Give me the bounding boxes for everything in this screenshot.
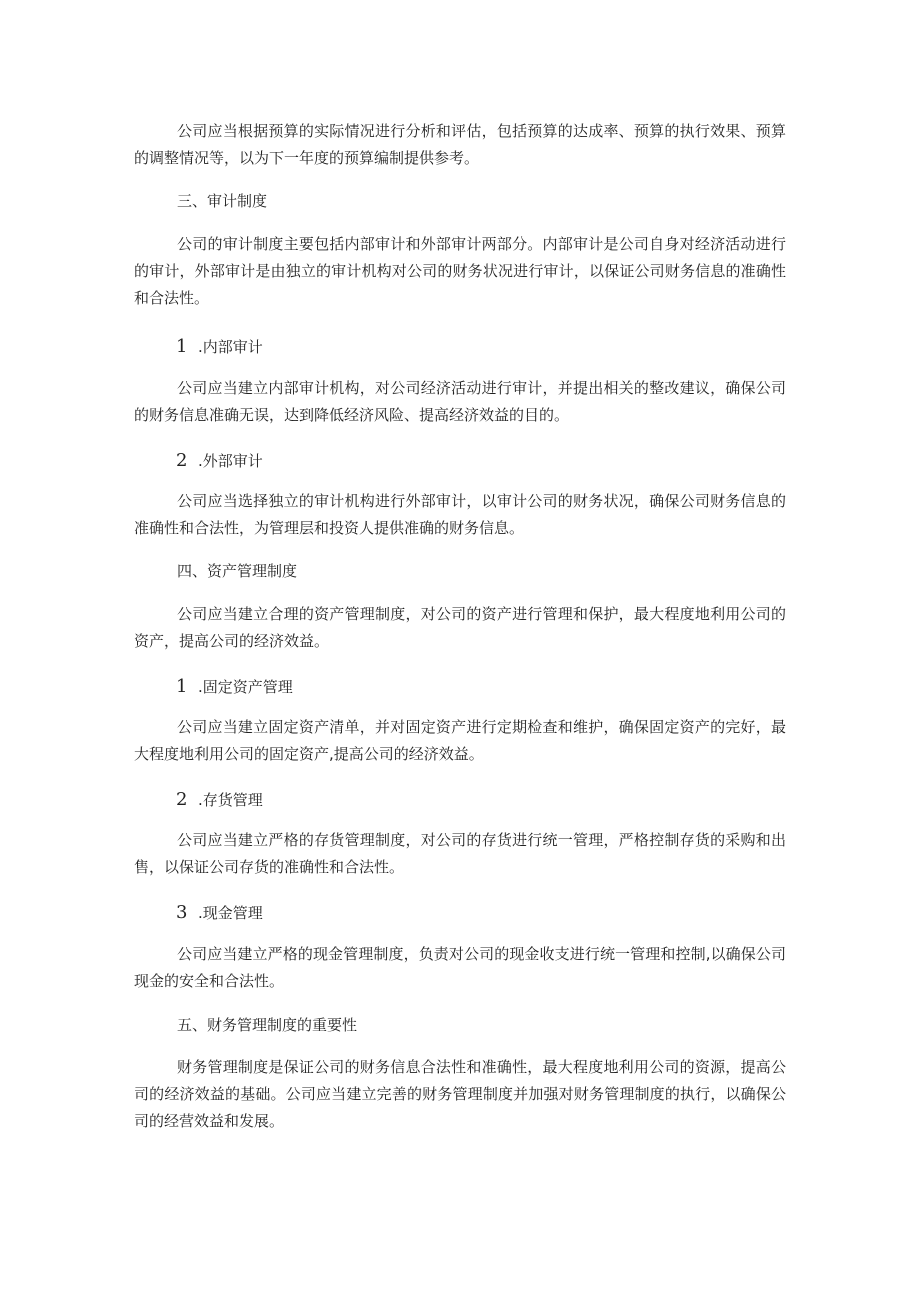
paragraph-internal-audit: 公司应当建立内部审计机构，对公司经济活动进行审计，并提出相关的整改建议，确保公司的财务信息准确无误，达到降低经济风险、提高经济效益的目的。 [134,379,786,424]
paragraph-inventory: 公司应当建立严格的存货管理制度，对公司的存货进行统一管理，严格控制存货的采购和出售，以保证公司存货的准确性和合法性。 [134,831,786,876]
subheading-fixed-assets [176,673,828,701]
subheading-title: .现金管理 [198,904,263,922]
subheading-title: .固定资产管理 [198,678,293,696]
subheading-inventory [176,786,828,814]
heading-asset-management: 四、资产管理制度 [177,562,298,580]
subheading-cash [176,899,828,927]
paragraph-audit-overview: 公司的审计制度主要包括内部审计和外部审计两部分。内部审计是公司自身对经济活动进行的审计，外部审计是由独立的审计机构对公司的财务状况进行审计，以保证公司财务信息的准确性和合法性。 [134,235,786,307]
subheading-title: .内部审计 [198,338,263,356]
paragraph-fixed-assets: 公司应当建立固定资产清单，并对固定资产进行定期检查和维护，确保固定资产的完好，最大程度地利用公司的固定资产,提高公司的经济效益。 [134,718,786,763]
heading-importance: 五、财务管理制度的重要性 [177,1016,358,1034]
paragraph-importance: 财务管理制度是保证公司的财务信息合法性和准确性，最大程度地利用公司的资源，提高公司的经济效益的基础。公司应当建立完善的财务管理制度并加强对财务管理制度的执行，以确保公司的经营效益和发展。 [134,1058,786,1130]
subheading-title: .外部审计 [198,452,263,470]
paragraph-budget-analysis: 公司应当根据预算的实际情况进行分析和评估，包括预算的达成率、预算的执行效果、预算的调整情况等，以为下一年度的预算编制提供参考。 [134,122,786,167]
subheading-number: 3 [176,902,188,923]
subheading-number: 2 [176,789,188,810]
paragraph-asset-management: 公司应当建立合理的资产管理制度，对公司的资产进行管理和保护，最大程度地利用公司的资产，提高公司的经济效益。 [134,605,786,650]
subheading-number: 1 [176,336,188,357]
subheading-number: 1 [176,676,188,697]
subheading-internal-audit [176,333,828,361]
paragraph-external-audit: 公司应当选择独立的审计机构进行外部审计，以审计公司的财务状况，确保公司财务信息的准确性和合法性，为管理层和投资人提供准确的财务信息。 [134,492,786,537]
subheading-number: 2 [176,450,188,471]
subheading-external-audit [176,447,828,475]
subheading-title: .存货管理 [198,791,263,809]
heading-audit-system: 三、审计制度 [177,192,268,210]
paragraph-cash: 公司应当建立严格的现金管理制度，负责对公司的现金收支进行统一管理和控制,以确保公司现金的安全和合法性。 [134,945,786,990]
